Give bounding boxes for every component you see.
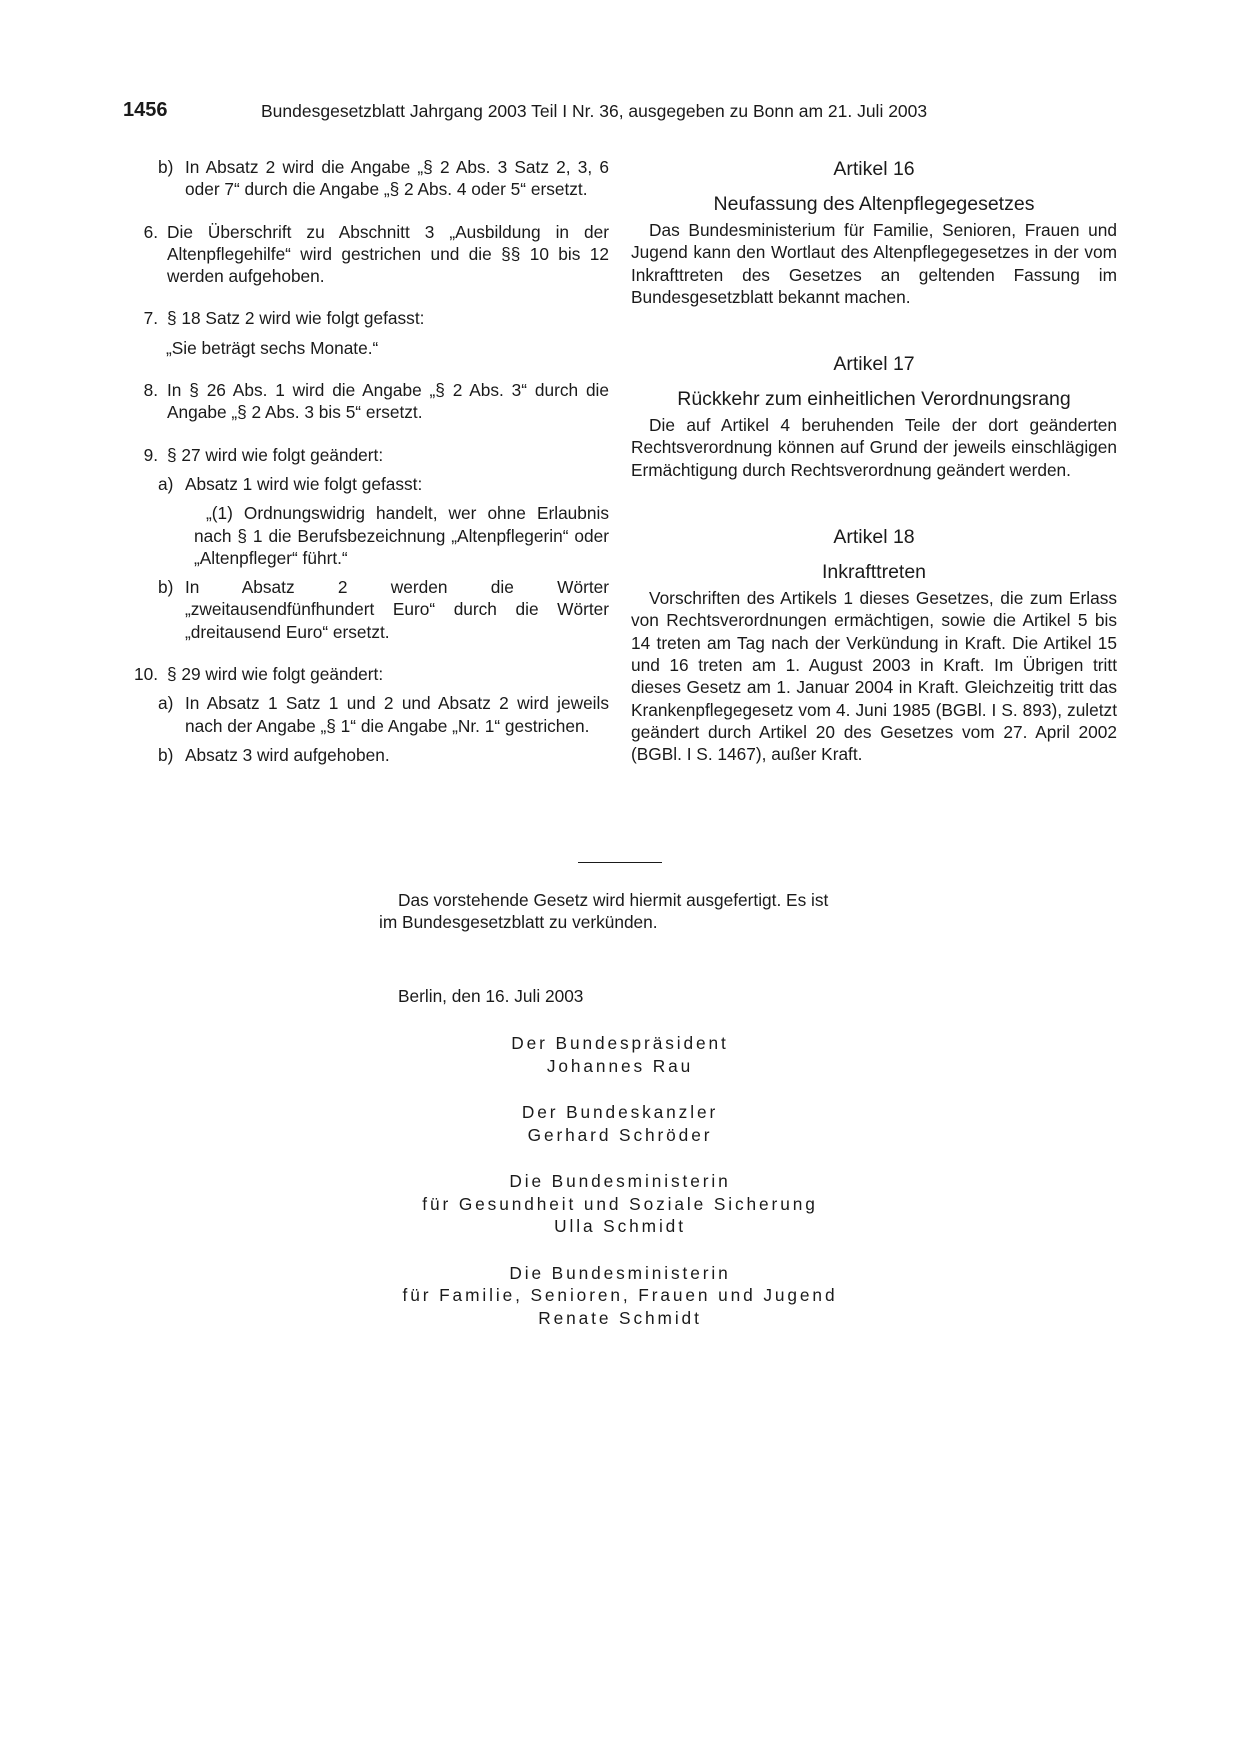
item-text: In Absatz 2 wird die Angabe „§ 2 Abs. 3 Satz 2, 3, 6 oder 7“ durch die Angabe „§ 2 Abs. 4 oder 5“ ersetzt.: [185, 157, 609, 200]
enactment-formula: [379, 889, 879, 934]
signatory-name: Ulla Schmidt: [554, 1216, 686, 1236]
item-10b: [158, 744, 609, 766]
article-title: Rückkehr zum einheitlichen Verordnungsrang: [677, 388, 1071, 411]
item-number: 6.: [143, 221, 158, 242]
article-text: Das Bundesministerium für Familie, Senioren, Frauen und Jugend kann den Wortlaut des Altenpflegegesetzes in der vom Inkrafttreten des Gesetzes an geltenden Fassung im Bundesgesetzblatt bekannt machen.: [631, 220, 1117, 307]
enactment-line-2: im Bundesgesetzblatt zu verkünden.: [379, 912, 658, 933]
signature-chancellor: [320, 1101, 920, 1146]
header-title: Bundesgesetzblatt Jahrgang 2003 Teil I Nr. 36, ausgegeben zu Bonn am 21. Juli 2003: [261, 101, 928, 121]
item-10: [123, 663, 609, 685]
item-7: [123, 307, 609, 329]
item-9a: [158, 473, 609, 495]
article-title: Neufassung des Altenpflegegesetzes: [713, 193, 1035, 215]
article-label: Artikel 18: [833, 526, 915, 549]
item-number: 8.: [143, 380, 158, 401]
signatory-ministry: für Familie, Senioren, Frauen und Jugend: [402, 1285, 838, 1305]
article-text: Die auf Artikel 4 beruhenden Teile der dort geänderten Rechtsverordnung können auf Grund der jeweils einschlägigen Ermächtigung durch Rechtsverordnung geändert werden.: [631, 415, 1117, 480]
article-title: Inkrafttreten: [821, 561, 927, 584]
signatory-role: Der Bundeskanzler: [521, 1102, 719, 1122]
signatory-role: Die Bundesministerin: [509, 1262, 731, 1283]
signatory-name: Gerhard Schröder: [527, 1124, 713, 1145]
article-text: Vorschriften des Artikels 1 dieses Gesetzes, die zum Erlass von Rechtsverordnungen ermächtigen, sowie die Artikel 5 bis 14 treten am Tag nach der Verkündung in Kraft. Die Artikel 15 und 16 treten am 1. August 2003 in Kraft. Im Übrigen tritt dieses Gesetz am 1. Januar 2004 in Kraft. Gleichzeitig tritt das Krankenpflegegesetz vom 4. Juni 1985 (BGBl. I S. 893), zuletzt geändert durch Artikel 20 des Gesetzes vom 27. April 2002 (BGBl. I S. 1467), außer Kraft.: [631, 588, 1117, 765]
page-header: [123, 99, 1103, 129]
item-9a-quote: „(1) Ordnungswidrig handelt, wer ohne Erlaubnis nach § 1 die Berufsbezeichnung „Altenpflegerin“ oder „Altenpfleger“ führt.“: [194, 503, 609, 568]
item-text: § 18 Satz 2 wird wie folgt gefasst:: [167, 308, 425, 329]
item-b-continued: [158, 156, 609, 201]
item-label: a): [158, 693, 174, 714]
item-9b: [158, 576, 609, 643]
article-16: [631, 156, 1117, 308]
signature-family-minister: [320, 1262, 920, 1330]
signatory-name: Johannes Rau: [546, 1055, 694, 1076]
place-date: Berlin, den 16. Juli 2003: [398, 986, 584, 1006]
item-text: Die Überschrift zu Abschnitt 3 „Ausbildung in der Altenpflegehilfe“ wird gestrichen und die §§ 10 bis 12 werden aufgehoben.: [167, 221, 609, 287]
item-label: a): [158, 473, 174, 494]
item-6: [123, 221, 609, 288]
right-column: [631, 156, 1117, 765]
article-label: Artikel 17: [833, 353, 915, 376]
signature-president: [320, 1032, 920, 1077]
signature-block: [320, 1032, 920, 1353]
enactment-line-1: Das vorstehende Gesetz wird hiermit ausgefertigt. Es ist: [398, 890, 829, 910]
item-10a: [158, 692, 609, 737]
item-7-quote: „Sie beträgt sechs Monate.“: [166, 337, 379, 358]
separator-rule: [578, 862, 662, 863]
item-label: b): [158, 577, 174, 598]
signatory-role: Der Bundespräsident: [511, 1033, 729, 1053]
item-label: b): [158, 157, 174, 177]
article-label: Artikel 16: [833, 158, 915, 180]
item-text: § 27 wird wie folgt geändert:: [167, 444, 384, 465]
item-text: Absatz 3 wird aufgehoben.: [185, 744, 390, 765]
item-text: In Absatz 1 Satz 1 und 2 und Absatz 2 wird jeweils nach der Angabe „§ 1“ die Angabe „Nr. 1“ gestrichen.: [185, 693, 609, 736]
article-18: [631, 524, 1117, 765]
signatory-name: Renate Schmidt: [538, 1307, 702, 1328]
left-column: [123, 156, 609, 766]
item-number: 7.: [143, 308, 158, 329]
item-label: b): [158, 744, 174, 765]
item-9: [123, 444, 609, 466]
signatory-role: Die Bundesministerin: [509, 1171, 731, 1191]
item-text: In § 26 Abs. 1 wird die Angabe „§ 2 Abs. 3“ durch die Angabe „§ 2 Abs. 3 bis 5“ ersetzt.: [167, 380, 609, 423]
page-number: 1456: [123, 99, 168, 121]
item-number: 10.: [133, 664, 158, 685]
item-text: § 29 wird wie folgt geändert:: [167, 664, 384, 685]
article-17: [631, 351, 1117, 481]
signature-health-minister: [320, 1170, 920, 1238]
item-number: 9.: [143, 444, 158, 465]
signatory-ministry: für Gesundheit und Soziale Sicherung: [422, 1193, 818, 1214]
item-text: In Absatz 2 werden die Wörter „zweitausendfünfhundert Euro“ durch die Wörter „dreitausend Euro“ ersetzt.: [185, 577, 609, 642]
item-text: Absatz 1 wird wie folgt gefasst:: [185, 473, 423, 494]
item-8: [123, 379, 609, 424]
